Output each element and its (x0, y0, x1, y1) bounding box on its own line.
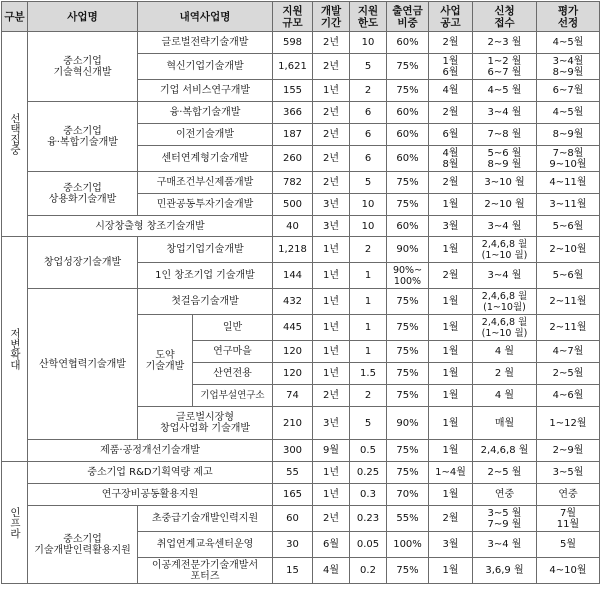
subprogram-name: 이공계전문가기술개발서 포터즈 (138, 558, 273, 584)
cell-notice: 1월 (429, 385, 473, 407)
cell-period: 3년 (313, 194, 350, 216)
program-name: 중소기업 융·복합기술개발 (28, 102, 138, 172)
cell-period: 3년 (313, 216, 350, 237)
doyak-program-name: 도약 기술개발 (138, 315, 193, 407)
subprogram-name: 구매조건부신제품개발 (138, 172, 273, 194)
cell-eval: 4~6월 (537, 385, 600, 407)
table-row (2, 440, 600, 462)
cell-eval: 2~10월 (537, 237, 600, 263)
cell-apply: 2~3 월 (473, 32, 537, 54)
cell-period: 2년 (313, 54, 350, 80)
cell-period: 9월 (313, 440, 350, 462)
cell-ratio: 75% (387, 172, 429, 194)
cell-limit: 1 (350, 289, 387, 315)
subprogram-name: 중소기업 R&D기획역량 제고 (28, 462, 273, 484)
header-program: 사업명 (28, 2, 138, 32)
cell-period: 1년 (313, 484, 350, 506)
cell-size: 260 (273, 146, 313, 172)
cell-period: 1년 (313, 289, 350, 315)
subprogram-name: 제품·공정개선기술개발 (28, 440, 273, 462)
subprogram-name: 글로벌시장형 창업사업화 기술개발 (138, 407, 273, 440)
subprogram-name: 융·복합기술개발 (138, 102, 273, 124)
cell-apply: 4 월 (473, 385, 537, 407)
subprogram-name: 창업기업기술개발 (138, 237, 273, 263)
cell-ratio: 100% (387, 532, 429, 558)
cell-notice: 1월 (429, 237, 473, 263)
cell-limit: 0.05 (350, 532, 387, 558)
subprogram-name: 취업연계교육센터운영 (138, 532, 273, 558)
header-eval: 평가 선정 (537, 2, 600, 32)
cell-ratio: 75% (387, 194, 429, 216)
cell-notice: 1월 (429, 484, 473, 506)
cell-limit: 0.25 (350, 462, 387, 484)
subprogram-name: 혁신기업기술개발 (138, 54, 273, 80)
header-row (2, 2, 600, 32)
program-name: 중소기업 상용화기술개발 (28, 172, 138, 216)
header-limit: 지원 한도 (350, 2, 387, 32)
cell-size: 30 (273, 532, 313, 558)
cell-limit: 1.5 (350, 363, 387, 385)
subprogram-name: 연구마을 (193, 341, 273, 363)
cell-ratio: 90%~ 100% (387, 263, 429, 289)
cell-eval: 8~9월 (537, 124, 600, 146)
cell-eval: 3~4월 8~9월 (537, 54, 600, 80)
cell-limit: 5 (350, 172, 387, 194)
cell-size: 500 (273, 194, 313, 216)
table-row (2, 484, 600, 506)
header-ratio: 출연금 비중 (387, 2, 429, 32)
cell-notice: 1월 6월 (429, 54, 473, 80)
cell-size: 74 (273, 385, 313, 407)
program-name: 창업성장기술개발 (28, 237, 138, 289)
subprogram-name: 초중급기술개발인력지원 (138, 506, 273, 532)
table-row (2, 216, 600, 237)
cell-size: 432 (273, 289, 313, 315)
cell-notice: 1월 (429, 341, 473, 363)
cell-ratio: 60% (387, 32, 429, 54)
cell-apply: 5~6 월 8~9 월 (473, 146, 537, 172)
cell-limit: 1 (350, 263, 387, 289)
subprogram-name: 센터연계형기술개발 (138, 146, 273, 172)
subprogram-name: 기업 서비스연구개발 (138, 80, 273, 102)
cell-eval: 3~11월 (537, 194, 600, 216)
cell-ratio: 60% (387, 216, 429, 237)
cell-size: 15 (273, 558, 313, 584)
cell-size: 55 (273, 462, 313, 484)
program-name: 산학연협력기술개발 (28, 289, 138, 440)
cell-notice: 3월 (429, 532, 473, 558)
cell-period: 3년 (313, 407, 350, 440)
cell-size: 155 (273, 80, 313, 102)
cell-period: 4월 (313, 558, 350, 584)
cell-period: 1년 (313, 237, 350, 263)
cell-apply: 2,4,6,8 월 (1~10월) (473, 289, 537, 315)
cell-period: 2년 (313, 124, 350, 146)
cell-eval: 2~11월 (537, 289, 600, 315)
cell-size: 445 (273, 315, 313, 341)
cell-period: 2년 (313, 102, 350, 124)
cell-notice: 3월 (429, 216, 473, 237)
cell-size: 598 (273, 32, 313, 54)
cell-eval: 1~12월 (537, 407, 600, 440)
cell-notice: 2월 (429, 506, 473, 532)
cell-period: 1년 (313, 315, 350, 341)
cell-apply: 4~5 월 (473, 80, 537, 102)
cell-ratio: 75% (387, 363, 429, 385)
cell-limit: 0.3 (350, 484, 387, 506)
cell-ratio: 90% (387, 407, 429, 440)
subprogram-name: 첫걸음기술개발 (138, 289, 273, 315)
cell-apply: 매월 (473, 407, 537, 440)
cell-limit: 5 (350, 54, 387, 80)
cell-limit: 2 (350, 237, 387, 263)
subprogram-name: 기업부설연구소 (193, 385, 273, 407)
cell-eval: 7월 11월 (537, 506, 600, 532)
cell-eval: 4~10월 (537, 558, 600, 584)
cell-apply: 2 월 (473, 363, 537, 385)
cell-eval: 3~5월 (537, 462, 600, 484)
cell-eval: 4~5월 (537, 102, 600, 124)
cell-size: 60 (273, 506, 313, 532)
cell-notice: 1월 (429, 289, 473, 315)
header-apply: 신청 접수 (473, 2, 537, 32)
cell-period: 2년 (313, 172, 350, 194)
cell-notice: 1월 (429, 194, 473, 216)
cell-limit: 10 (350, 32, 387, 54)
group-label: 인프라 (2, 462, 28, 584)
cell-size: 366 (273, 102, 313, 124)
program-name: 중소기업 기술혁신개발 (28, 32, 138, 102)
group-label: 저변확대 (2, 237, 28, 462)
cell-notice: 1~4월 (429, 462, 473, 484)
subprogram-name: 산연전용 (193, 363, 273, 385)
cell-limit: 6 (350, 146, 387, 172)
cell-ratio: 75% (387, 341, 429, 363)
cell-eval: 6~7월 (537, 80, 600, 102)
cell-apply: 7~8 월 (473, 124, 537, 146)
header-period: 개발 기간 (313, 2, 350, 32)
cell-period: 2년 (313, 146, 350, 172)
subprogram-name: 일반 (193, 315, 273, 341)
table-row (2, 172, 600, 194)
cell-notice: 4월 (429, 80, 473, 102)
cell-size: 40 (273, 216, 313, 237)
cell-ratio: 75% (387, 385, 429, 407)
subprogram-name: 시장창출형 창조기술개발 (28, 216, 273, 237)
cell-eval: 2~11월 (537, 315, 600, 341)
header-subprogram: 내역사업명 (138, 2, 273, 32)
cell-eval: 2~9월 (537, 440, 600, 462)
table-row (2, 462, 600, 484)
subprogram-name: 연구장비공동활용지원 (28, 484, 273, 506)
cell-period: 1년 (313, 462, 350, 484)
cell-ratio: 60% (387, 102, 429, 124)
cell-apply: 2,4,6,8 월 (1~10 월) (473, 237, 537, 263)
group-label: 선택집중 (2, 32, 28, 237)
cell-ratio: 70% (387, 484, 429, 506)
cell-period: 2년 (313, 32, 350, 54)
cell-size: 187 (273, 124, 313, 146)
cell-apply: 2~5 월 (473, 462, 537, 484)
cell-period: 1년 (313, 80, 350, 102)
cell-period: 1년 (313, 263, 350, 289)
cell-size: 1,218 (273, 237, 313, 263)
cell-eval: 5~6월 (537, 216, 600, 237)
header-notice: 사업 공고 (429, 2, 473, 32)
subprogram-name: 글로벌전략기술개발 (138, 32, 273, 54)
cell-ratio: 60% (387, 124, 429, 146)
cell-size: 144 (273, 263, 313, 289)
cell-period: 2년 (313, 506, 350, 532)
cell-ratio: 55% (387, 506, 429, 532)
cell-size: 1,621 (273, 54, 313, 80)
cell-apply: 2,4,6,8 월 (1~10 월) (473, 315, 537, 341)
cell-ratio: 75% (387, 440, 429, 462)
cell-eval: 연중 (537, 484, 600, 506)
cell-apply: 연중 (473, 484, 537, 506)
cell-apply: 3~4 월 (473, 102, 537, 124)
header-size: 지원 규모 (273, 2, 313, 32)
table-row (2, 32, 600, 54)
cell-limit: 1 (350, 341, 387, 363)
cell-notice: 1월 (429, 558, 473, 584)
cell-apply: 1~2 월 6~7 월 (473, 54, 537, 80)
cell-apply: 2~10 월 (473, 194, 537, 216)
cell-limit: 6 (350, 124, 387, 146)
program-name: 중소기업 기술개발인력활용지원 (28, 506, 138, 584)
cell-ratio: 60% (387, 146, 429, 172)
cell-apply: 3~4 월 (473, 532, 537, 558)
cell-ratio: 75% (387, 558, 429, 584)
cell-notice: 1월 (429, 363, 473, 385)
cell-eval: 4~11월 (537, 172, 600, 194)
cell-size: 120 (273, 363, 313, 385)
cell-period: 6월 (313, 532, 350, 558)
cell-notice: 2월 (429, 172, 473, 194)
cell-ratio: 75% (387, 54, 429, 80)
cell-period: 1년 (313, 341, 350, 363)
cell-period: 1년 (313, 363, 350, 385)
table-row (2, 506, 600, 532)
cell-apply: 3~5 월 7~9 월 (473, 506, 537, 532)
cell-limit: 6 (350, 102, 387, 124)
cell-notice: 2월 (429, 263, 473, 289)
cell-ratio: 75% (387, 462, 429, 484)
cell-limit: 1 (350, 315, 387, 341)
cell-eval: 5~6월 (537, 263, 600, 289)
cell-size: 782 (273, 172, 313, 194)
cell-limit: 10 (350, 194, 387, 216)
cell-notice: 2월 (429, 102, 473, 124)
cell-notice: 1월 (429, 440, 473, 462)
cell-limit: 2 (350, 80, 387, 102)
table-row (2, 237, 600, 263)
cell-limit: 0.5 (350, 440, 387, 462)
subprogram-name: 1인 창조기업 기술개발 (138, 263, 273, 289)
cell-size: 210 (273, 407, 313, 440)
cell-notice: 1월 (429, 315, 473, 341)
cell-limit: 5 (350, 407, 387, 440)
cell-notice: 6월 (429, 124, 473, 146)
cell-eval: 5월 (537, 532, 600, 558)
cell-apply: 2,4,6,8 월 (473, 440, 537, 462)
cell-limit: 0.2 (350, 558, 387, 584)
table-row (2, 289, 600, 315)
program-table (1, 1, 600, 584)
cell-limit: 0.23 (350, 506, 387, 532)
cell-notice: 4월 8월 (429, 146, 473, 172)
cell-apply: 3~10 월 (473, 172, 537, 194)
cell-size: 165 (273, 484, 313, 506)
cell-eval: 4~7월 (537, 341, 600, 363)
cell-size: 300 (273, 440, 313, 462)
cell-limit: 2 (350, 385, 387, 407)
subprogram-name: 민관공동투자기술개발 (138, 194, 273, 216)
cell-ratio: 90% (387, 237, 429, 263)
table-row (2, 102, 600, 124)
cell-apply: 3,6,9 월 (473, 558, 537, 584)
cell-eval: 2~5월 (537, 363, 600, 385)
cell-notice: 1월 (429, 407, 473, 440)
cell-period: 2년 (313, 385, 350, 407)
subprogram-name: 이전기술개발 (138, 124, 273, 146)
cell-limit: 10 (350, 216, 387, 237)
cell-notice: 2월 (429, 32, 473, 54)
cell-size: 120 (273, 341, 313, 363)
cell-eval: 4~5월 (537, 32, 600, 54)
cell-apply: 4 월 (473, 341, 537, 363)
cell-apply: 3~4 월 (473, 216, 537, 237)
cell-ratio: 75% (387, 80, 429, 102)
cell-eval: 7~8월 9~10월 (537, 146, 600, 172)
cell-ratio: 75% (387, 289, 429, 315)
cell-ratio: 75% (387, 315, 429, 341)
header-category: 구분 (2, 2, 28, 32)
cell-apply: 3~4 월 (473, 263, 537, 289)
